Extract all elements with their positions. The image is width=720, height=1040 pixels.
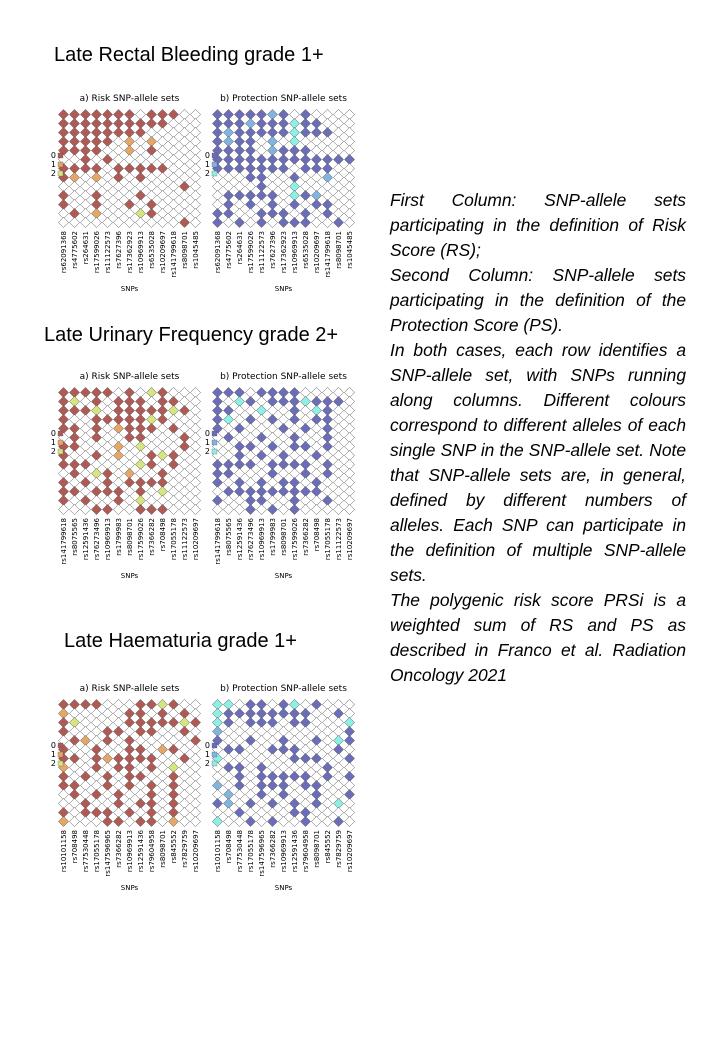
heatmap-cell	[300, 816, 310, 826]
legend-label: 0	[204, 151, 210, 160]
heatmap-cell	[256, 217, 266, 227]
heatmap-cell	[223, 504, 233, 514]
heatmap-cell	[234, 217, 244, 227]
snp-tick-label: rs12591436	[236, 518, 244, 561]
legend-label: 1	[50, 438, 56, 447]
snp-tick-label: rs141799618	[214, 518, 222, 565]
snp-tick-label: rs6535028	[302, 231, 310, 269]
snp-tick-label: rs12591436	[291, 830, 299, 873]
legend-label: 0	[50, 151, 56, 160]
heatmap-cell	[278, 504, 288, 514]
legend-swatch	[58, 171, 63, 176]
legend-swatch	[58, 449, 63, 454]
snp-tick-label: rs8098701	[280, 518, 288, 556]
snp-tick-label: rs79604958	[148, 830, 156, 873]
snp-tick-label: rs17599026	[247, 231, 255, 274]
x-axis-label: SNPs	[274, 285, 293, 293]
panel-subtitle: b) Protection SNP-allele sets	[220, 372, 347, 382]
heatmap-cell	[168, 816, 178, 826]
snp-tick-label: rs8075565	[71, 518, 79, 556]
heatmap-cell	[179, 504, 189, 514]
snp-tick-label: rs7366282	[115, 830, 123, 868]
heatmap-cell	[311, 217, 321, 227]
heatmap-cell	[91, 217, 101, 227]
allele-legend	[51, 741, 63, 768]
heatmap-cell	[179, 816, 189, 826]
heatmap-panel-protection	[205, 684, 355, 892]
heatmap-cell	[267, 217, 277, 227]
snp-tick-label: rs10209697	[159, 231, 167, 274]
legend-label: 0	[50, 429, 56, 438]
snp-tick-label: rs1799983	[269, 518, 277, 556]
heatmap-cell	[91, 816, 101, 826]
heatmap-cell	[157, 217, 167, 227]
snp-tick-label: rs10209697	[192, 830, 200, 873]
heatmap-cell	[179, 217, 189, 227]
legend-label: 1	[204, 750, 210, 759]
heatmap-cell	[278, 217, 288, 227]
heatmap-cell	[113, 816, 123, 826]
snp-tick-label: rs11122573	[181, 518, 189, 561]
snp-tick-label: rs76273496	[247, 518, 255, 561]
description-paragraph-1: First Column: SNP-allele sets participating in the definition of Risk Score (RS);	[390, 190, 686, 260]
heatmap-cell	[256, 504, 266, 514]
description-paragraph-4: The polygenic risk score PRSi is a weighted sum of RS and PS as described in Franco et al. Radiation Oncology 2021	[390, 590, 686, 685]
legend-label: 0	[204, 429, 210, 438]
heatmap-cell	[234, 504, 244, 514]
snp-tick-label: rs12591436	[82, 518, 90, 561]
legend-label: 2	[50, 169, 56, 178]
snp-tick-label: rs17055178	[324, 518, 332, 561]
snp-tick-label: rs10101158	[214, 830, 222, 873]
panel-subtitle: a) Risk SNP-allele sets	[79, 372, 180, 382]
snp-tick-label: rs17362923	[126, 231, 134, 274]
heatmap-cell	[102, 816, 112, 826]
heatmap-cell	[223, 217, 233, 227]
heatmap-cell	[157, 504, 167, 514]
snp-tick-label: rs10969913	[280, 830, 288, 873]
snp-tick-label: rs12591436	[137, 830, 145, 873]
heatmap-cell	[289, 217, 299, 227]
heatmap-cell	[267, 504, 277, 514]
figure-title-haematuria: Late Haematuria grade 1+	[64, 630, 297, 652]
heatmap-cell	[58, 504, 68, 514]
description-paragraph-3: In both cases, each row identifies a SNP-allele set, with SNPs running along columns. Different colours correspond to different alleles of each single SNP in the SNP-allele set. Note that SNP-allele sets are, in general, defined by different numbers of alleles. Each SNP can participate in the definition of multiple SNP-allele sets.	[390, 340, 686, 585]
heatmap-cell	[102, 504, 112, 514]
heatmap-cell	[146, 504, 156, 514]
snp-tick-label: rs17599026	[93, 231, 101, 274]
heatmap-cell	[344, 816, 354, 826]
heatmap-cell	[278, 816, 288, 826]
snp-tick-label: rs7366282	[269, 830, 277, 868]
legend-label: 1	[204, 438, 210, 447]
snp-tick-label: rs7627396	[269, 231, 277, 269]
x-axis-label: SNPs	[274, 572, 293, 580]
heatmap-cell	[245, 816, 255, 826]
heatmap-cell	[157, 816, 167, 826]
heatmap-cell	[289, 504, 299, 514]
allele-legend	[205, 741, 217, 768]
snp-tick-label: rs4775602	[225, 231, 233, 269]
snp-tick-label: rs10209697	[346, 830, 354, 873]
legend-label: 1	[50, 750, 56, 759]
heatmap-cell	[113, 504, 123, 514]
panel-subtitle: a) Risk SNP-allele sets	[79, 94, 180, 104]
heatmap-cell	[344, 504, 354, 514]
snp-tick-label: rs17362923	[280, 231, 288, 274]
snp-tick-label: rs11122573	[104, 231, 112, 274]
snp-tick-label: rs7366282	[148, 518, 156, 556]
snp-tick-label: rs141799618	[170, 231, 178, 278]
snp-tick-label: rs708498	[225, 830, 233, 864]
heatmap-cell	[289, 816, 299, 826]
legend-swatch	[212, 153, 217, 158]
heatmap-cell	[300, 217, 310, 227]
heatmap-cell	[311, 504, 321, 514]
snp-tick-label: rs10969913	[137, 231, 145, 274]
snp-tick-label: rs1045485	[346, 231, 354, 269]
legend-label: 0	[50, 741, 56, 750]
heatmap-figure-rectal-bleeding	[48, 90, 354, 335]
legend-swatch	[58, 153, 63, 158]
heatmap-cell	[102, 217, 112, 227]
heatmap-panel-risk	[51, 94, 201, 293]
snp-tick-label: rs76273496	[93, 518, 101, 561]
snp-tick-label: rs79604958	[302, 830, 310, 873]
heatmap-cell	[124, 217, 134, 227]
figure-title-rectal-bleeding: Late Rectal Bleeding grade 1+	[54, 44, 324, 66]
heatmap-cell	[80, 504, 90, 514]
snp-tick-label: rs141799618	[60, 518, 68, 565]
snp-tick-label: rs8098701	[181, 231, 189, 269]
legend-label: 0	[204, 741, 210, 750]
legend-label: 2	[50, 447, 56, 456]
heatmap-cell	[58, 816, 68, 826]
panel-subtitle: b) Protection SNP-allele sets	[220, 94, 347, 104]
legend-label: 1	[204, 160, 210, 169]
heatmap-cell	[69, 504, 79, 514]
snp-tick-label: rs264631	[236, 231, 244, 265]
heatmap-panel-risk	[51, 372, 201, 580]
heatmap-cell	[333, 816, 343, 826]
heatmap-cell	[135, 217, 145, 227]
snp-tick-label: rs147596965	[104, 830, 112, 877]
heatmap-cell	[234, 816, 244, 826]
snp-tick-label: rs7829759	[181, 830, 189, 868]
heatmap-cell	[322, 816, 332, 826]
legend-swatch	[212, 431, 217, 436]
heatmap-cell	[124, 816, 134, 826]
heatmap-cell	[190, 217, 200, 227]
x-axis-label: SNPs	[120, 884, 139, 892]
heatmap-cell	[168, 217, 178, 227]
heatmap-svg	[48, 680, 354, 925]
figure-title-urinary-frequency: Late Urinary Frequency grade 2+	[44, 324, 339, 346]
legend-swatch	[212, 449, 217, 454]
x-axis-label: SNPs	[120, 572, 139, 580]
heatmap-cell	[333, 504, 343, 514]
snp-tick-label: rs264631	[82, 231, 90, 265]
heatmap-cell	[311, 816, 321, 826]
snp-tick-label: rs10969913	[126, 830, 134, 873]
legend-swatch	[212, 440, 217, 445]
heatmap-cell	[113, 217, 123, 227]
heatmap-figure-haematuria	[48, 680, 354, 925]
snp-tick-label: rs17599026	[137, 518, 145, 561]
snp-tick-label: rs708498	[159, 518, 167, 552]
snp-tick-label: rs7366282	[302, 518, 310, 556]
legend-swatch	[212, 752, 217, 757]
snp-tick-label: rs77530448	[236, 830, 244, 873]
figure-description	[390, 188, 686, 688]
description-paragraph-2: Second Column: SNP-allele sets participating in the definition of the Protection Score (PS).	[390, 265, 686, 335]
allele-legend	[51, 151, 63, 178]
legend-swatch	[58, 743, 63, 748]
heatmap-cell	[124, 504, 134, 514]
snp-tick-label: rs17055178	[170, 518, 178, 561]
heatmap-cell	[69, 217, 79, 227]
heatmap-cell	[322, 504, 332, 514]
x-axis-label: SNPs	[274, 884, 293, 892]
heatmap-svg	[48, 368, 354, 613]
heatmap-cell	[146, 816, 156, 826]
heatmap-cell	[135, 504, 145, 514]
snp-tick-label: rs6535028	[148, 231, 156, 269]
snp-tick-label: rs1045485	[192, 231, 200, 269]
allele-legend	[205, 151, 217, 178]
heatmap-cell	[190, 816, 200, 826]
heatmap-cell	[135, 816, 145, 826]
heatmap-cell	[80, 816, 90, 826]
snp-tick-label: rs10969913	[104, 518, 112, 561]
legend-label: 1	[50, 160, 56, 169]
snp-tick-label: rs1799983	[115, 518, 123, 556]
legend-swatch	[212, 761, 217, 766]
heatmap-cell	[256, 816, 266, 826]
heatmap-cell	[223, 816, 233, 826]
heatmap-cell	[245, 504, 255, 514]
heatmap-cell	[300, 504, 310, 514]
snp-tick-label: rs147596965	[258, 830, 266, 877]
snp-tick-label: rs8098701	[159, 830, 167, 868]
heatmap-cell	[146, 217, 156, 227]
legend-swatch	[212, 743, 217, 748]
heatmap-cell	[245, 217, 255, 227]
snp-tick-label: rs11122573	[335, 518, 343, 561]
heatmap-cell	[267, 816, 277, 826]
snp-tick-label: rs17055178	[247, 830, 255, 873]
legend-label: 2	[204, 447, 210, 456]
heatmap-cell	[344, 217, 354, 227]
legend-swatch	[212, 162, 217, 167]
snp-tick-label: rs7627396	[115, 231, 123, 269]
heatmap-cell	[212, 504, 222, 514]
legend-swatch	[212, 171, 217, 176]
legend-label: 2	[204, 759, 210, 768]
snp-tick-label: rs10209697	[192, 518, 200, 561]
snp-tick-label: rs10209697	[313, 231, 321, 274]
snp-tick-label: rs62091368	[214, 231, 222, 274]
allele-legend	[51, 429, 63, 456]
legend-swatch	[58, 752, 63, 757]
legend-swatch	[58, 162, 63, 167]
snp-tick-label: rs4775602	[71, 231, 79, 269]
heatmap-cell	[322, 217, 332, 227]
legend-swatch	[58, 440, 63, 445]
heatmap-panel-protection	[205, 94, 355, 293]
snp-tick-label: rs708498	[71, 830, 79, 864]
heatmap-cell	[58, 217, 68, 227]
heatmap-cell	[212, 816, 222, 826]
heatmap-cell	[168, 504, 178, 514]
heatmap-panel-protection	[205, 372, 355, 580]
legend-label: 2	[204, 169, 210, 178]
heatmap-figure-urinary-frequency	[48, 368, 354, 613]
snp-tick-label: rs8098701	[335, 231, 343, 269]
snp-tick-label: rs10209697	[346, 518, 354, 561]
snp-tick-label: rs10101158	[60, 830, 68, 873]
heatmap-cell	[80, 217, 90, 227]
snp-tick-label: rs845552	[170, 830, 178, 864]
snp-tick-label: rs62091368	[60, 231, 68, 274]
snp-tick-label: rs708498	[313, 518, 321, 552]
heatmap-cell	[333, 217, 343, 227]
snp-tick-label: rs17055178	[93, 830, 101, 873]
allele-legend	[205, 429, 217, 456]
snp-tick-label: rs8075565	[225, 518, 233, 556]
legend-swatch	[58, 761, 63, 766]
panel-subtitle: b) Protection SNP-allele sets	[220, 684, 347, 694]
snp-tick-label: rs7829759	[335, 830, 343, 868]
panel-subtitle: a) Risk SNP-allele sets	[79, 684, 180, 694]
heatmap-cell	[69, 816, 79, 826]
heatmap-cell	[190, 504, 200, 514]
heatmap-svg	[48, 90, 354, 335]
snp-tick-label: rs17599026	[291, 518, 299, 561]
snp-tick-label: rs8098701	[313, 830, 321, 868]
x-axis-label: SNPs	[120, 285, 139, 293]
legend-swatch	[58, 431, 63, 436]
snp-tick-label: rs77530448	[82, 830, 90, 873]
snp-tick-label: rs11122573	[258, 231, 266, 274]
heatmap-cell	[91, 504, 101, 514]
snp-tick-label: rs10969913	[291, 231, 299, 274]
legend-label: 2	[50, 759, 56, 768]
snp-tick-label: rs141799618	[324, 231, 332, 278]
snp-tick-label: rs10969913	[258, 518, 266, 561]
snp-tick-label: rs8098701	[126, 518, 134, 556]
snp-tick-label: rs845552	[324, 830, 332, 864]
heatmap-cell	[212, 217, 222, 227]
heatmap-panel-risk	[51, 684, 201, 892]
